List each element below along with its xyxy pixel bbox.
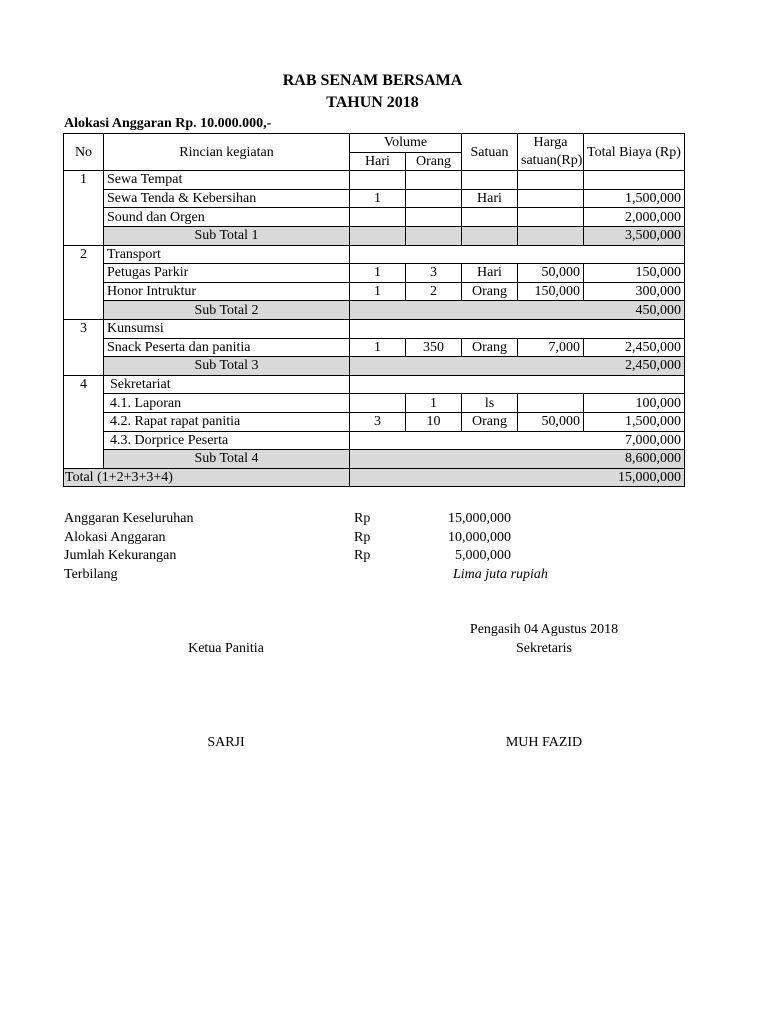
summary-label: Anggaran Keseluruhan	[64, 511, 194, 526]
terbilang-value: Lima juta rupiah	[453, 566, 548, 582]
item-orang: 2	[406, 282, 462, 301]
summary-row	[64, 548, 664, 567]
item-hari: 1	[350, 282, 406, 301]
section-header-row	[64, 245, 685, 264]
left-signer-role: Ketua Panitia	[188, 641, 264, 656]
summary-label: Alokasi Anggaran	[64, 529, 166, 545]
empty-cell	[350, 319, 685, 338]
summary-currency: Rp	[354, 548, 371, 563]
section-number: 4	[64, 375, 104, 468]
item-harga	[518, 394, 584, 413]
item-total: 2,450,000	[584, 338, 685, 357]
empty-cell	[518, 226, 584, 245]
budget-allocation-note: Alokasi Anggaran Rp. 10.000.000,-	[64, 116, 272, 131]
summary-row	[64, 530, 664, 549]
item-total: 150,000	[584, 264, 685, 283]
subtotal-row	[64, 226, 685, 245]
item-harga	[518, 208, 584, 227]
summary-value: 15,000,000	[448, 511, 511, 526]
budget-summary	[64, 511, 664, 585]
page-title: RAB SENAM BERSAMA	[282, 72, 463, 89]
section-title: Sewa Tempat	[104, 171, 350, 190]
item-harga: 50,000	[518, 412, 584, 431]
summary-currency: Rp	[354, 511, 371, 526]
item-hari	[350, 208, 406, 227]
section-number: 2	[64, 245, 104, 319]
summary-label: Jumlah Kekurangan	[64, 548, 177, 563]
item-name: Snack Peserta dan panitia	[104, 338, 350, 357]
page-subtitle: TAHUN 2018	[326, 94, 419, 111]
section-header-row	[64, 319, 685, 338]
section-number: 1	[64, 171, 104, 245]
item-satuan: Orang	[462, 282, 518, 301]
subtotal-label: Sub Total 2	[104, 301, 350, 320]
item-total: 1,500,000	[584, 412, 685, 431]
item-harga: 7,000	[518, 338, 584, 357]
subtotal-value: 8,600,000	[350, 450, 685, 469]
item-satuan: Orang	[462, 338, 518, 357]
item-name: Sound dan Orgen	[104, 208, 350, 227]
item-total: 1,500,000	[584, 189, 685, 208]
col-header-orang: Orang	[406, 152, 462, 171]
summary-value: 5,000,000	[455, 548, 511, 563]
item-satuan: Hari	[462, 264, 518, 283]
empty-cell	[584, 171, 685, 190]
empty-cell	[462, 171, 518, 190]
item-orang	[406, 189, 462, 208]
col-header-harga-line1: Harga	[533, 135, 568, 151]
item-harga: 50,000	[518, 264, 584, 283]
item-orang	[406, 208, 462, 227]
empty-cell	[406, 226, 462, 245]
item-name: 4.3. Dorprice Peserta	[104, 431, 350, 450]
item-name: 4.2. Rapat rapat panitia	[104, 412, 350, 431]
table-row	[64, 412, 685, 431]
col-header-harga	[518, 134, 584, 171]
terbilang-row	[64, 567, 664, 586]
item-orang: 1	[406, 394, 462, 413]
subtotal-label: Sub Total 3	[104, 357, 350, 376]
item-satuan	[462, 208, 518, 227]
section-header-row	[64, 375, 685, 394]
col-header-total: Total Biaya (Rp)	[584, 134, 685, 171]
table-row	[64, 189, 685, 208]
section-number: 3	[64, 319, 104, 375]
empty-cell	[350, 171, 406, 190]
subtotal-row	[64, 357, 685, 376]
item-orang: 3	[406, 264, 462, 283]
item-total: 100,000	[584, 394, 685, 413]
item-hari: 1	[350, 189, 406, 208]
item-name: Honor Intruktur	[104, 282, 350, 301]
subtotal-label: Sub Total 4	[104, 450, 350, 469]
section-title: Sekretariat	[104, 375, 350, 394]
summary-currency: Rp	[354, 529, 371, 545]
item-total: 2,000,000	[584, 208, 685, 227]
item-hari: 3	[350, 412, 406, 431]
table-row	[64, 338, 685, 357]
left-signer-name: SARJI	[207, 735, 245, 750]
subtotal-label: Sub Total 1	[104, 226, 350, 245]
terbilang-label: Terbilang	[64, 566, 118, 582]
item-satuan: Hari	[462, 189, 518, 208]
section-header-row	[64, 171, 685, 190]
empty-cell	[462, 226, 518, 245]
budget-table	[63, 133, 685, 487]
item-total: 7,000,000	[350, 431, 685, 450]
item-satuan: ls	[462, 394, 518, 413]
empty-cell	[350, 245, 685, 264]
item-name: Sewa Tenda & Kebersihan	[104, 189, 350, 208]
empty-cell	[518, 171, 584, 190]
item-hari: 1	[350, 338, 406, 357]
item-name: Petugas Parkir	[104, 264, 350, 283]
table-row	[64, 282, 685, 301]
subtotal-value: 450,000	[350, 301, 685, 320]
subtotal-row	[64, 301, 685, 320]
col-header-satuan: Satuan	[462, 134, 518, 171]
section-title: Transport	[104, 245, 350, 264]
item-satuan: Orang	[462, 412, 518, 431]
empty-cell	[350, 226, 406, 245]
table-row	[64, 394, 685, 413]
item-hari: 1	[350, 264, 406, 283]
item-orang: 10	[406, 412, 462, 431]
empty-cell	[406, 171, 462, 190]
col-header-hari: Hari	[350, 152, 406, 171]
grand-total-label: Total (1+2+3+3+4)	[64, 468, 350, 487]
col-header-volume: Volume	[350, 134, 462, 153]
summary-value: 10,000,000	[448, 529, 511, 545]
item-harga: 150,000	[518, 282, 584, 301]
place-date: Pengasih 04 Agustus 2018	[469, 622, 619, 637]
col-header-rincian: Rincian kegiatan	[104, 134, 350, 171]
grand-total-value: 15,000,000	[350, 468, 685, 487]
subtotal-value: 2,450,000	[350, 357, 685, 376]
section-title: Kunsumsi	[104, 319, 350, 338]
subtotal-value: 3,500,000	[584, 226, 685, 245]
table-row	[64, 208, 685, 227]
item-name: 4.1. Laporan	[104, 394, 350, 413]
item-total: 300,000	[584, 282, 685, 301]
item-harga	[518, 189, 584, 208]
table-row	[64, 431, 685, 450]
col-header-harga-line2: satuan(Rp)	[521, 153, 583, 169]
item-hari	[350, 394, 406, 413]
item-orang: 350	[406, 338, 462, 357]
summary-row	[64, 511, 664, 530]
subtotal-row	[64, 450, 685, 469]
right-signer-role: Sekretaris	[516, 641, 572, 656]
right-signer-name: MUH FAZID	[505, 735, 583, 750]
col-header-no: No	[64, 134, 104, 171]
empty-cell	[350, 375, 685, 394]
table-row	[64, 264, 685, 283]
grand-total-row	[64, 468, 685, 487]
